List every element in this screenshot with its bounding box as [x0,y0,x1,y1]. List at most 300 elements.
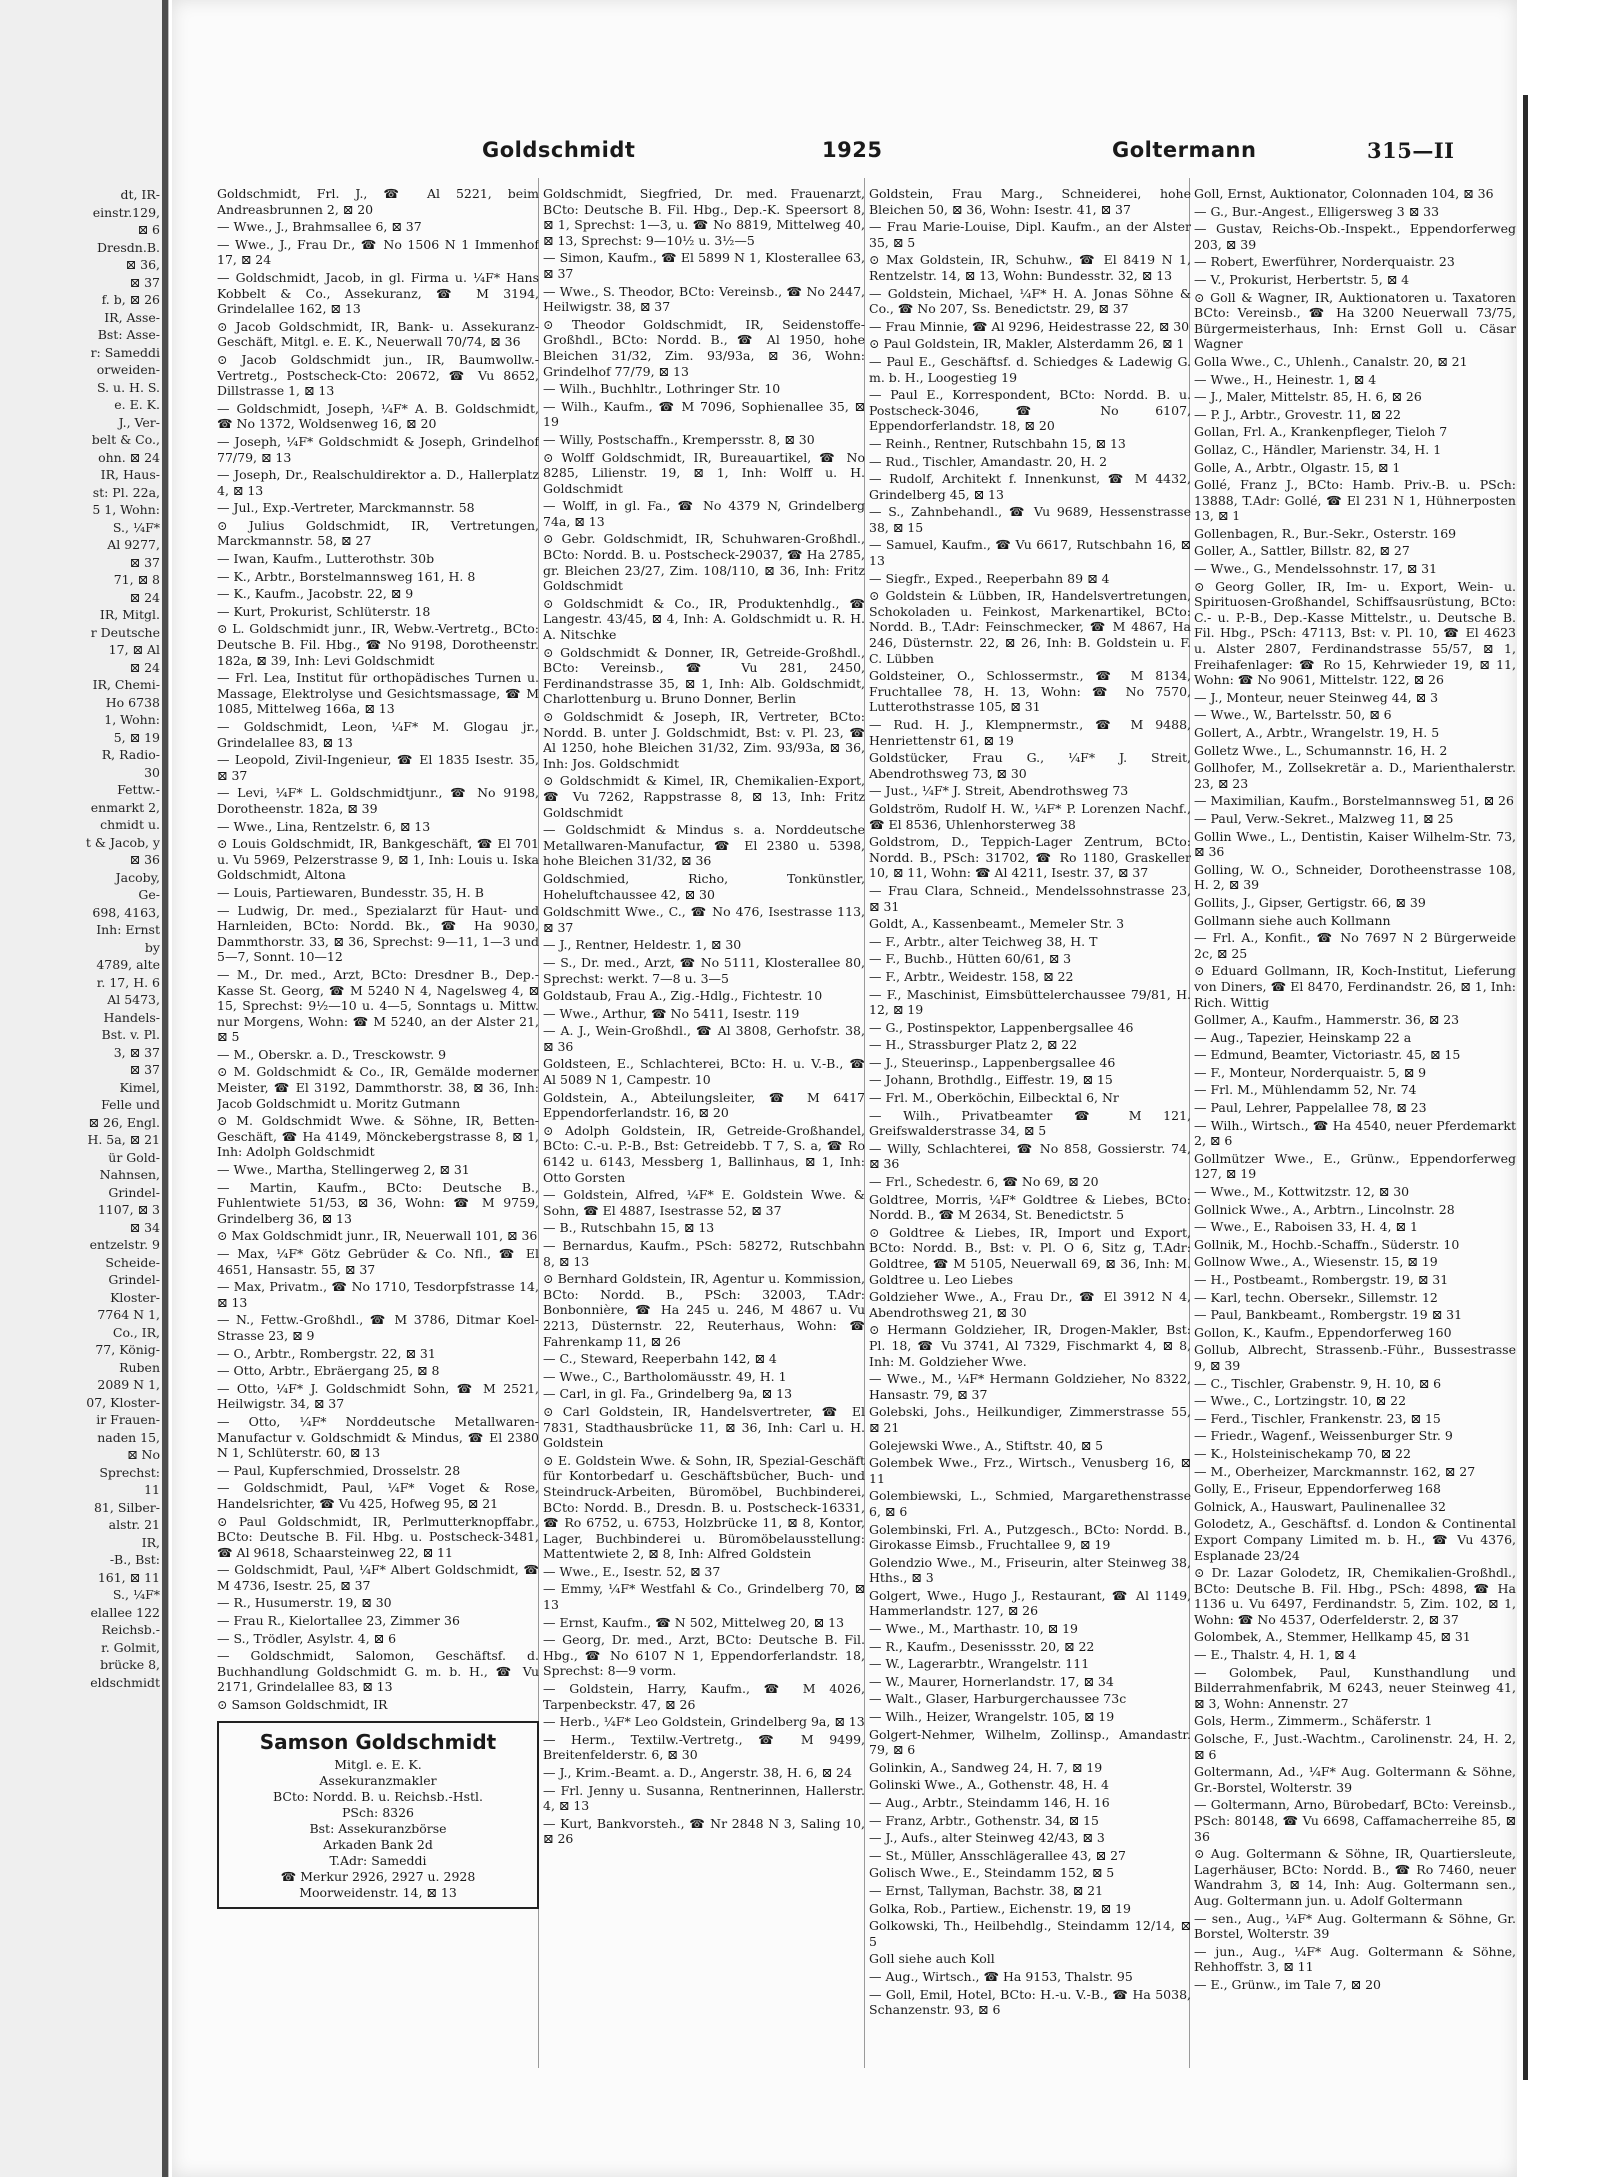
directory-entry: Golebski, Johs., Heilkundiger, Zimmerstrasse 55, ⊠ 21 [869,1404,1191,1435]
directory-entry: — Wwe., G., Mendelssohnstr. 17, ⊠ 31 [1194,561,1438,577]
previous-page-fragment-line: ohn. ⊠ 24 [98,449,160,465]
previous-page-fragment-line: Ho 6738 [105,694,160,710]
directory-entry: ⊙ Julius Goldschmidt, IR, Vertretungen, Marckmannstr. 58, ⊠ 27 [217,517,539,549]
directory-entry: — Paul, Kupferschmied, Drosselstr. 28 [217,1462,461,1478]
directory-entry: — J., Monteur, neuer Steinweg 44, ⊠ 3 [1194,689,1439,705]
directory-entry: — C., Steward, Reeperbahn 142, ⊠ 4 [543,1351,777,1367]
previous-page-fragment-line: ⊠ 36, [125,257,160,272]
directory-entry: ⊙ Jacob Goldschmidt jun., IR, Baumwollw.-Vertretg., Postscheck-Cto: 20672, ☎ Vu 8652, Dillstrasse 1, ⊠ 13 [217,351,539,399]
previous-page-fragment-line: r. Golmit, [101,1639,160,1655]
previous-page-fragment-line: Bst: Asse- [97,327,160,342]
directory-entry: ⊙ M. Goldschmidt & Co., IR, Gemälde moderner Meister, ☎ El 3192, Dammthorstr. 38, ⊠ 36, Inh: Jacob Goldschmidt u. Moritz Gutmann [217,1064,539,1111]
directory-entry: — Wwe., Martha, Stellingerweg 2, ⊠ 31 [217,1162,470,1178]
directory-entry: Goldstaub, Frau A., Zig.-Hdlg., Fichtestr. 10 [543,988,823,1004]
previous-page-fragment-line: 2089 N 1, [97,1377,160,1392]
directory-entry: — Ernst, Kaufm., ☎ N 502, Mittelweg 20, ⊠ 13 [543,1614,845,1630]
advertisement-line: Arkaden Bank 2d [323,1836,433,1852]
previous-page-fragment-line: t & Jacob, y [85,834,160,850]
directory-entry: Gollnik, M., Hochb.-Schaffn., Süderstr. 10 [1194,1236,1460,1252]
directory-entry: Golembiewski, L., Schmied, Margarethenstrasse 6, ⊠ 6 [869,1488,1191,1519]
directory-entry: — Carl, in gl. Fa., Grindelberg 9a, ⊠ 13 [543,1386,793,1402]
directory-entry: Golinski Wwe., A., Gothenstr. 48, H. 4 [869,1777,1110,1793]
directory-entry: — Golombek, Paul, Kunsthandlung und Bilderrahmenfabrik, M 6243, neuer Steinweg 41, ⊠ 3, Wohn: Annenstr. 27 [1194,1664,1516,1711]
directory-entry: — M., Oberheizer, Marckmannstr. 162, ⊠ 27 [1194,1463,1476,1479]
directory-entry: ⊙ Max Goldstein, IR, Schuhw., ☎ El 8419 N 1, Rentzelstr. 14, ⊠ 13, Wohn: Bundesstr. 32, ⊠ 13 [869,252,1191,283]
directory-entry: — St., Müller, Ansschlägerallee 43, ⊠ 27 [869,1847,1126,1863]
directory-entry: Golodetz, A., Geschäftsf. d. London & Continental Export Company Limited m. b. H., ☎ Vu 4376, Esplanade 23/24 [1194,1516,1516,1563]
previous-page-fragment-line: IR, Mitgl. [99,607,160,622]
previous-page-fragment-line: Sprechst: [99,1464,160,1480]
directory-entry: ⊙ M. Goldschmidt Wwe. & Söhne, IR, Betten-Geschäft, ☎ Ha 4149, Mönckebergstrasse 8, ⊠ 1, Inh: Adolph Goldschmidt [217,1113,539,1160]
directory-entry: Golinkin, A., Sandweg 24, H. 7, ⊠ 19 [869,1759,1103,1775]
directory-entry: — G., Bur.-Angest., Elligersweg 3 ⊠ 33 [1194,203,1440,219]
directory-entry: — Frl. Jenny u. Susanna, Rentnerinnen, Hallerstr. 4, ⊠ 13 [543,1782,865,1814]
previous-page-fragment-line: IR, Chemi- [92,677,160,692]
directory-entry: — Goldschmidt, Leon, ¼F* M. Glogau jr., Grindelallee 83, ⊠ 13 [217,719,539,750]
directory-entry: Goldsteiner, O., Schlossermstr., ☎ M 8134, Fruchtallee 78, H. 13, Wohn: ☎ No 7570, Lutterothstrasse 105, ⊠ 31 [869,668,1191,715]
previous-page-fragment-line: 1107, ⊠ 3 [97,1202,160,1217]
directory-entry: Golendzio Wwe., M., Friseurin, alter Steinweg 38, Hths., ⊠ 3 [869,1554,1191,1586]
previous-page-fragment-line: 698, 4163, [92,904,160,920]
directory-entry: — Just., ¼F* J. Streit, Abendrothsweg 73 [869,783,1129,799]
directory-entry: Golletz Wwe., L., Schumannstr. 16, H. 2 [1194,742,1448,758]
directory-entry: — Otto, ¼F* Norddeutsche Metallwaren-Manufactur v. Goldschmidt & Mindus, ☎ El 2380 N 1, Schlüterstr. 60, ⊠ 13 [217,1413,539,1461]
directory-entry: — Robert, Ewerführer, Norderquaistr. 23 [1194,254,1455,270]
directory-entry: — Aug., Arbtr., Steindamm 146, H. 16 [869,1795,1110,1810]
directory-entry: — K., Kaufm., Jacobstr. 22, ⊠ 9 [217,586,414,602]
previous-page-fragment-line: 5, ⊠ 19 [113,729,160,745]
directory-entry: Golnick, A., Hauswart, Paulinenallee 32 [1194,1498,1446,1514]
page-number: 315—II [1367,138,1455,163]
previous-page-fragment-line: ⊠ No [127,1447,160,1462]
previous-page-fragment-line: Ruben [119,1359,160,1375]
directory-entry: — Wwe., Lina, Rentzelstr. 6, ⊠ 13 [217,818,431,834]
directory-entry: — Siegfr., Exped., Reeperbahn 89 ⊠ 4 [869,570,1110,586]
directory-entry: — Goldschmidt & Mindus s. a. Norddeutsche Metallwaren-Manufactur, ☎ El 2380 u. 5398, hohe Bleichen 31/32, ⊠ 36 [543,822,865,869]
advertisement-line: ☎ Merkur 2926, 2927 u. 2928 [280,1868,476,1884]
directory-entry: — Simon, Kaufm., ☎ El 5899 N 1, Klosterallee 63, ⊠ 37 [543,250,865,281]
directory-entry: Goller, A., Sattler, Billstr. 82, ⊠ 27 [1194,543,1410,559]
directory-entry: — jun., Aug., ¼F* Aug. Goltermann & Söhne, Rehhoffstr. 3, ⊠ 11 [1194,1943,1516,1975]
previous-page-fragment-line: alstr. 21 [108,1517,160,1532]
directory-entry: Goldschmied, Richo, Tonkünstler, Hoheluftchaussee 42, ⊠ 30 [543,870,865,902]
directory-entry: — G., Postinspektor, Lappenbergsallee 46 [869,1019,1134,1035]
previous-page-fragment-line: 71, ⊠ 8 [113,572,160,587]
directory-entry: — Frl., Schedestr. 6, ☎ No 69, ⊠ 20 [869,1174,1099,1190]
previous-page-fragment-line: orweiden- [96,362,160,377]
previous-page-fragment-line: 161, ⊠ 11 [97,1569,160,1585]
previous-page-fragment-line: Grindel- [108,1184,160,1200]
directory-entry: Goldström, Rudolf H. W., ¼F* P. Lorenzen Nachf., ☎ El 8536, Uhlenhorsterweg 38 [869,800,1191,832]
previous-page-fragment-line: Bst. v. Pl. [101,1027,160,1042]
directory-entry: Golembek Wwe., Frz., Wirtsch., Venusberg 16, ⊠ 11 [869,1455,1191,1486]
previous-page-fragment-line: IR, Haus- [100,467,160,482]
directory-entry: Gollin Wwe., L., Dentistin, Kaiser Wilhelm-Str. 73, ⊠ 36 [1194,828,1516,860]
directory-entry: — Frau R., Kielortallee 23, Zimmer 36 [217,1613,460,1629]
directory-entry: Gollmützer Wwe., E., Grünw., Eppendorferweg 127, ⊠ 19 [1194,1150,1516,1182]
directory-entry: ⊙ L. Goldschmidt junr., IR, Webw.-Vertretg., BCto: Deutsche B. Fil. Hbg., ☎ No 9198, Dorotheenstr. 182a, ⊠ 39, Inh: Levi Goldschmidt [217,621,539,668]
directory-entry: ⊙ Adolph Goldstein, IR, Getreide-Großhandel, BCto: C.-u. P.-B., Bst: Getreidebb. T 7, S. a, ☎ Ro 6142 u. 6143, Messberg 1, Ballinhaus, ⊠ 1, Inh: Otto Gorsten [543,1122,865,1185]
directory-entry: — Goltermann, Arno, Bürobedarf, BCto: Vereinsb., PSch: 80148, ☎ Vu 6698, Caffamacherreihe 85, ⊠ 36 [1194,1797,1516,1844]
directory-entry: — Wwe., C., Bartholomäusstr. 49, H. 1 [543,1368,787,1384]
directory-entry: — F., Buchb., Hütten 60/61, ⊠ 3 [869,951,1072,967]
previous-page-fragment-line: 07, Kloster- [86,1394,160,1410]
previous-page-fragment-line: 7764 N 1, [97,1307,160,1322]
directory-entry: — Joseph, ¼F* Goldschmidt & Joseph, Grindelhof 77/79, ⊠ 13 [217,433,539,465]
previous-page-fragment-line: st: Pl. 22a, [92,484,160,500]
directory-entry: — Walt., Glaser, Harburgerchaussee 73c [869,1691,1127,1707]
directory-entry: ⊙ Goldtree & Liebes, IR, Import und Export, BCto: Nordd. B., Bst: v. Pl. O 6, Sitz g, T.Adr: Goldtree, ☎ M 5105, Neuerwall 69, ⊠ 36, Inh: M. Goldtree u. Leo Liebes [869,1224,1191,1287]
previous-page-fragment-line: 4789, alte [96,957,160,972]
directory-entry: — Samuel, Kaufm., ☎ Vu 6617, Rutschbahn 16, ⊠ 13 [869,537,1191,569]
samson-goldschmidt-advertisement [217,1721,539,1909]
scan-edge-bar [1523,95,1528,2080]
directory-entry: — N., Fettw.-Großhdl., ☎ M 3786, Ditmar Koel-Strasse 23, ⊠ 9 [217,1312,539,1343]
directory-entry: ⊙ Goldschmidt & Co., IR, Produktenhdlg., ☎ Langestr. 43/45, ⊠ 4, Inh: A. Goldschmidt u. R. H. A. Nitschke [543,595,865,643]
previous-page-fragment-line: brücke 8, [100,1657,160,1672]
directory-entry: — M., Oberskr. a. D., Tresckowstr. 9 [217,1046,447,1062]
previous-page-fragment-line: S., ¼F* [112,1587,160,1602]
directory-entry: — Wwe., S. Theodor, BCto: Vereinsb., ☎ No 2447, Heilwigstr. 38, ⊠ 37 [543,283,865,315]
header-first-name: Goldschmidt [482,138,636,162]
previous-page-fragment-line: ⊠ 26, Engl. [88,1114,160,1130]
previous-page-fragment-line: Dresdn.B. [97,239,160,255]
previous-page-fragment-line: belt & Co., [91,432,160,447]
directory-entry: Gollé, Franz J., BCto: Hamb. Priv.-B. u. PSch: 13888, T.Adr: Gollé, ☎ El 231 N 1, Hühnerposten 13, ⊠ 1 [1194,477,1516,524]
directory-entry: Golombek, A., Stemmer, Hellkamp 45, ⊠ 31 [1194,1629,1471,1645]
directory-entry: — W., Lagerarbtr., Wrangelstr. 111 [869,1656,1090,1672]
directory-entry: — Goldschmidt, Paul, ¼F* Albert Goldschmidt, ☎ M 4736, Isestr. 25, ⊠ 37 [217,1562,539,1593]
previous-page-fragment-line: entzelstr. 9 [89,1237,160,1252]
directory-entry: Gollmer, A., Kaufm., Hammerstr. 36, ⊠ 23 [1194,1012,1460,1028]
previous-page-fragment-line: Co., IR, [112,1324,160,1340]
previous-page-fragment-line: ⊠ 37 [129,554,160,570]
directory-entry: Goll siehe auch Koll [869,1951,995,1967]
previous-page-fragment-line: ⊠ 24 [129,589,160,605]
previous-page-fragment-line: S. u. H. S. [96,379,160,395]
directory-entry: — R., Husumerstr. 19, ⊠ 30 [217,1595,392,1611]
previous-page-fragment-line: chmidt u. [100,817,160,832]
directory-entry: — J., Steuerinsp., Lappenbergsallee 46 [869,1054,1116,1070]
directory-entry: Goldstein, Frau Marg., Schneiderei, hohe Bleichen 50, ⊠ 36, Wohn: Isestr. 41, ⊠ 37 [869,186,1191,217]
directory-entry: — Goll, Emil, Hotel, BCto: H.-u. V.-B., ☎ Ha 5038, Schanzenstr. 93, ⊠ 6 [869,1986,1191,2018]
directory-entry: Goldzieher Wwe., A., Frau Dr., ☎ El 3912 N 4, Abendrothsweg 21, ⊠ 30 [869,1289,1191,1320]
directory-entry: — Joseph, Dr., Realschuldirektor a. D., Hallerplatz 4, ⊠ 13 [217,467,539,498]
directory-entry: Goldtree, Morris, ¼F* Goldtree & Liebes, BCto: Nordd. B., ☎ M 2634, St. Benedictstr. 5 [869,1191,1191,1223]
directory-entry: — Ernst, Tallyman, Bachstr. 38, ⊠ 21 [869,1882,1104,1898]
directory-entry: — Frau Minnie, ☎ Al 9296, Heidestrasse 22, ⊠ 30 [869,318,1190,334]
directory-entry: Golsche, F., Just.-Wachtm., Carolinenstr. 24, H. 2, ⊠ 6 [1194,1731,1516,1762]
previous-page-fragment-line: Jacoby, [115,869,160,885]
previous-page-fragment-line: elallee 122 [90,1604,160,1620]
previous-page-fragment-line: 3, ⊠ 37 [113,1044,160,1060]
directory-entry: — J., Aufs., alter Steinweg 42/43, ⊠ 3 [869,1830,1105,1846]
directory-entry: — E., Thalstr. 4, H. 1, ⊠ 4 [1194,1647,1357,1663]
directory-entry: — Reinh., Rentner, Rutschbahn 15, ⊠ 13 [869,435,1126,451]
directory-entry: — Wwe., Arthur, ☎ No 5411, Isestr. 119 [543,1005,800,1021]
directory-entry: — C., Tischler, Grabenstr. 9, H. 10, ⊠ 6 [1194,1375,1442,1391]
previous-page-fragment-line: ⊠ 6 [137,222,160,237]
directory-entry: — Rudolf, Architekt f. Innenkunst, ☎ M 4432, Grindelberg 45, ⊠ 13 [869,471,1191,502]
directory-entry: — Otto, ¼F* J. Goldschmidt Sohn, ☎ M 2521, Heilwigstr. 34, ⊠ 37 [217,1380,539,1412]
directory-entry: Goldt, A., Kassenbeamt., Memeler Str. 3 [869,916,1125,932]
directory-entry: — Wolff, in gl. Fa., ☎ No 4379 N, Grindelberg 74a, ⊠ 13 [543,498,865,529]
directory-entry: — Kurt, Prokurist, Schlüterstr. 18 [217,603,431,619]
previous-page-fragment-line: einstr.129, [92,204,160,220]
directory-column-3 [869,186,1191,2076]
previous-page-fragment-line: 11 [144,1482,160,1497]
directory-entry: — Paul E., Korrespondent, BCto: Nordd. B. u. Postscheck-3046, ☎ No 6107, Eppendorferlandstr. 18, ⊠ 20 [869,387,1191,434]
directory-entry: Golly, E., Friseur, Eppendorferweg 168 [1194,1481,1441,1497]
directory-entry: — Goldschmidt, Jacob, in gl. Firma u. ¼F* Hans Kobbelt & Co., Assekuranz, ☎ M 3194, Grindelallee 162, ⊠ 13 [217,269,539,317]
previous-page-fragment-line: Nahnsen, [99,1167,160,1182]
directory-entry: — H., Strassburger Platz 2, ⊠ 22 [869,1037,1078,1053]
directory-entry: — Wwe., E., Isestr. 52, ⊠ 37 [543,1563,721,1579]
directory-entry: — Frau Marie-Louise, Dipl. Kaufm., an der Alster 35, ⊠ 5 [869,219,1191,250]
previous-page-fragment-line: ⊠ 36 [129,852,160,867]
directory-entry: ⊙ Bernhard Goldstein, IR, Agentur u. Kommission, BCto: Nordd. B., PSch: 32003, T.Adr: Bonbonnière, ☎ Ha 245 u. 246, M 4867 u. Vu 2213, Düsternstr. 22, Reuterhaus, Wohn: ☎ Fahrenkamp 11, ⊠ 26 [543,1271,865,1349]
previous-page-fragment-line: 1, Wohn: [104,712,160,727]
previous-page-fragment-line: Grindel- [108,1272,160,1287]
directory-entry: — K., Arbtr., Borstelmannsweg 161, H. 8 [217,568,476,584]
previous-page-fragment-line: 17, ⊠ Al [108,642,160,657]
directory-entry: Golka, Rob., Partiew., Eichenstr. 19, ⊠ 19 [869,1900,1131,1916]
page-header [172,138,1517,172]
directory-entry: — Willy, Postschaffn., Krempersstr. 8, ⊠ 30 [543,431,815,447]
directory-entry: — Jul., Exp.-Vertreter, Marckmannstr. 58 [217,500,475,516]
directory-entry: — H., Postbeamt., Rombergstr. 19, ⊠ 31 [1194,1272,1449,1287]
directory-entry: — V., Prokurist, Herbertstr. 5, ⊠ 4 [1194,271,1410,287]
directory-entry: — W., Maurer, Hornerlandstr. 17, ⊠ 34 [869,1673,1114,1689]
previous-page-fragment-line: r: Sameddi [90,344,160,360]
previous-page-fragment-line: IR, [141,1534,160,1550]
directory-entry: Goldstrom, D., Teppich-Lager Zentrum, BCto: Nordd. B., PSch: 31702, ☎ Ro 1180, Graskeller 10, ⊠ 11, Wohn: ☎ Al 4211, Isestr. 37, ⊠ 37 [869,834,1191,881]
directory-entry: — S., Trödler, Asylstr. 4, ⊠ 6 [217,1630,397,1646]
directory-entry: Goldschmidt, Siegfried, Dr. med. Frauenarzt, BCto: Deutsche B. Fil. Hbg., Dep.-K. Speersort 8, ⊠ 1, Sprechst: 1—3, u. ☎ No 8819, Mittelweg 40, ⊠ 13, Sprechst: 9—10½ u. 3½—5 [543,186,865,248]
directory-entry: — Franz, Arbtr., Gothenstr. 34, ⊠ 15 [869,1812,1099,1828]
directory-entry: — R., Kaufm., Desenissstr. 20, ⊠ 22 [869,1638,1095,1654]
directory-entry: — Iwan, Kaufm., Lutterothstr. 30b [217,551,435,567]
previous-page-fragment-line: -B., Bst: [109,1552,160,1567]
directory-entry: Gollmann siehe auch Kollmann [1194,912,1391,928]
directory-entry: — P. J., Arbtr., Grovestr. 11, ⊠ 22 [1194,406,1401,422]
directory-entry: — Paul E., Geschäftsf. d. Schiedges & Ladewig G. m. b. H., Loogestieg 19 [869,353,1191,385]
directory-entry: ⊙ Goldstein & Lübben, IR, Handelsvertretungen, Schokoladen u. Feinkost, Markenartikel, BCto: Nordd. B., T.Adr: Feinschmecker, ☎ M 4867, Ha 246, Düsternstr. 22, ⊠ 26, Inh: B. Goldstein u. F. C. Lübben [869,588,1191,666]
previous-page-fragment-line: dt, IR- [120,187,160,202]
advertisement-line: T.Adr: Sameddi [329,1852,427,1868]
directory-entry: ⊙ Theodor Goldschmidt, IR, Seidenstoffe-Großhdl., BCto: Nordd. B., ☎ Al 1950, hohe Bleichen 31/32, Zim. 93/93a, ⊠ 36, Wohn: Grindelhof 77/79, ⊠ 13 [543,316,865,379]
directory-page [172,0,1517,2177]
directory-entry: Goldstein, A., Abteilungsleiter, ☎ M 6417 Eppendorferlandstr. 16, ⊠ 20 [543,1089,865,1121]
directory-entry: — Herm., Textilw.-Vertretg., ☎ M 9499, Breitenfelderstr. 6, ⊠ 30 [543,1731,865,1763]
directory-entry: Gols, Herm., Zimmerm., Schäferstr. 1 [1194,1713,1433,1729]
previous-page-fragment-line: ⊠ 37 [129,1062,160,1077]
directory-entry: — S., Zahnbehandl., ☎ Vu 9689, Hessenstrasse 38, ⊠ 15 [869,504,1191,535]
directory-entry: — Frl. A., Konfit., ☎ No 7697 N 2 Bürgerweide 2c, ⊠ 25 [1194,930,1516,961]
directory-entry: — Georg, Dr. med., Arzt, BCto: Deutsche B. Fil. Hbg., ☎ No 6107 N 1, Eppendorferlandstr. 18, Sprechst: 8—9 vorm. [543,1632,865,1679]
directory-entry: — Levi, ¼F* L. Goldschmidtjunr., ☎ No 9198, Dorotheenstr. 182a, ⊠ 39 [217,785,539,816]
directory-entry: Golkowski, Th., Heilbehdlg., Steindamm 12/14, ⊠ 5 [869,1918,1191,1949]
advertisement-line: Bst: Assekuranzbörse [309,1820,447,1836]
header-year: 1925 [822,138,883,162]
directory-entry: ⊙ Louis Goldschmidt, IR, Bankgeschäft, ☎ El 701 u. Vu 5969, Pelzerstrasse 9, ⊠ 1, Inh: Louis u. Iska Goldschmidt, Altona [217,836,539,883]
directory-entry: — Goldschmidt, Salomon, Geschäftsf. d. Buchhandlung Goldschmidt G. m. b. H., ☎ Vu 2171, Grindelallee 83, ⊠ 13 [217,1648,539,1695]
directory-entry: Gollon, K., Kaufm., Eppendorferweg 160 [1194,1324,1452,1340]
directory-entry: — Kurt, Bankvorsteh., ☎ Nr 2848 N 3, Saling 10, ⊠ 26 [543,1815,865,1847]
directory-entry: ⊙ Max Goldschmidt junr., IR, Neuerwall 101, ⊠ 36 [217,1228,538,1244]
directory-entry: — Goldschmidt, Joseph, ¼F* A. B. Goldschmidt, ☎ No 1372, Woldsenweg 16, ⊠ 20 [217,400,539,432]
directory-entry: — Maximilian, Kaufm., Borstelmannsweg 51, ⊠ 26 [1194,793,1514,809]
directory-entry: Golgert-Nehmer, Wilhelm, Zollinsp., Amandastr. 79, ⊠ 6 [869,1726,1191,1758]
directory-entry: Goldschmidt, Frl. J., ☎ Al 5221, beim Andreasbrunnen 2, ⊠ 20 [217,186,539,217]
directory-entry: ⊙ Dr. Lazar Golodetz, IR, Chemikalien-Großhdl., BCto: Deutsche B. Fil. Hbg., PSch: 4898, ☎ Ha 1136 u. Vu 6497, Ferdinandstr. 5, Zim. 102, ⊠ 1, Wohn: ☎ No 4537, Oderfelderstr. 2, ⊠ 37 [1194,1565,1516,1627]
directory-entry: — Wwe., W., Bartelsstr. 50, ⊠ 6 [1194,707,1392,723]
directory-entry: ⊙ Eduard Gollmann, IR, Koch-Institut, Lieferung von Diners, ☎ El 8470, Ferdinandstr. 26, ⊠ 1, Inh: Rich. Wittig [1194,963,1516,1010]
directory-entry: — Frl. M., Oberköchin, Eilbecktal 6, Nr [869,1090,1119,1106]
directory-entry: — Wwe., H., Heinestr. 1, ⊠ 4 [1194,371,1377,387]
directory-entry: — F., Monteur, Norderquaistr. 5, ⊠ 9 [1194,1064,1427,1080]
previous-page-fragment-line: Handels- [103,1009,160,1025]
previous-page-fragment-line: ir Frauen- [96,1412,160,1427]
previous-page-fragment-line: ⊠ 34 [129,1219,160,1235]
directory-entry: — A. J., Wein-Großhdl., ☎ Al 3808, Gerhofstr. 38, ⊠ 36 [543,1023,865,1054]
directory-entry: Goldstücker, Frau G., ¼F* J. Streit, Abendrothsweg 73, ⊠ 30 [869,750,1191,781]
directory-entry: — Gustav, Reichs-Ob.-Inspekt., Eppendorferweg 203, ⊠ 39 [1194,221,1516,252]
directory-entry: — Goldstein, Alfred, ¼F* E. Goldstein Wwe. & Sohn, ☎ El 4887, Isestrasse 52, ⊠ 37 [543,1187,865,1218]
directory-entry: Golgert, Wwe., Hugo J., Restaurant, ☎ Al 1149, Hammerlandstr. 127, ⊠ 26 [869,1587,1191,1619]
directory-entry: ⊙ Goll & Wagner, IR, Auktionatoren u. Taxatoren BCto: Vereinsb., ☎ Ha 3200 Neuerwall 73/75, Bürgermeisterhaus, Inh: Ernst Goll u. Cäsar Wagner [1194,289,1516,352]
previous-page-fragment-line: f. b, ⊠ 26 [101,292,160,307]
directory-entry: — Herb., ¼F* Leo Goldstein, Grindelberg 9a, ⊠ 13 [543,1714,865,1730]
directory-entry: — Paul, Lehrer, Pappelallee 78, ⊠ 23 [1194,1100,1427,1116]
previous-page-fragment-line: R, Radio- [101,747,160,762]
advertisement-line: BCto: Nordd. B. u. Reichsb.-Hstl. [272,1788,484,1804]
directory-entry: — Frl. Lea, Institut für orthopädisches Turnen u. Massage, Elektrolyse und Gesichtsmassage, ☎ M 1085, Mittelweg 166a, ⊠ 13 [217,670,539,717]
directory-entry: — Emmy, ¼F* Westfahl & Co., Grindelberg 70, ⊠ 13 [543,1581,865,1613]
directory-entry: — Paul, Verw.-Sekret., Malzweg 11, ⊠ 25 [1194,810,1454,826]
directory-entry: Gollenbagen, R., Bur.-Sekr., Osterstr. 169 [1194,525,1457,541]
directory-entry: — Ludwig, Dr. med., Spezialarzt für Haut- und Harnleiden, BCto: Nordd. Bk., ☎ Ha 9030, Dammthorstr. 33, ⊠ 36, Sprechst: 9—11, 1—3 und 5—7, Sonnt. 10—12 [217,902,539,965]
directory-entry: — Frau Clara, Schneid., Mendelssohnstrasse 23, ⊠ 31 [869,882,1191,914]
previous-page-fragment-line: Felle und [101,1097,160,1112]
scan-margin [1517,0,1600,2177]
directory-entry: — Wilh., Privatbeamter ☎ M 121, Greifswalderstrasse 34, ⊠ 5 [869,1107,1191,1139]
directory-entry: Gollnick Wwe., A., Arbtrn., Lincolnstr. 28 [1194,1201,1455,1217]
directory-entry: — M., Dr. med., Arzt, BCto: Dresdner B., Dep.-Kasse St. Georg, ☎ M 5240 N 4, Nagelsweg 4, ⊠ 15, Sprechst: 9½—10 u. 4—5, Sonntags u. Mittw. nur Morgens, Wohn: ☎ M 5240, an der Alster 21, ⊠ 5 [217,966,539,1045]
directory-entry: Gollaz, C., Händler, Marienstr. 34, H. 1 [1194,441,1442,457]
directory-entry: — Paul, Bankbeamt., Rombergstr. 19 ⊠ 31 [1194,1307,1463,1323]
directory-entry: Goldsteen, E., Schlachterei, BCto: H. u. V.-B., ☎ Al 5089 N 1, Campestr. 10 [543,1056,865,1088]
previous-page-fragment-line: ür Gold- [108,1149,160,1165]
directory-entry: Gollnow Wwe., A., Wiesenstr. 15, ⊠ 19 [1194,1254,1438,1270]
previous-page-fragment-line: IR, Asse- [104,309,160,325]
header-last-name: Goltermann [1112,138,1257,162]
directory-entry: — Leopold, Zivil-Ingenieur, ☎ El 1835 Isestr. 35, ⊠ 37 [217,752,539,783]
directory-entry: — Max, Privatm., ☎ No 1710, Tesdorpfstrasse 14, ⊠ 13 [217,1279,539,1310]
previous-page-fragment-line: Kloster- [110,1289,160,1305]
directory-entry: Golejewski Wwe., A., Stiftstr. 40, ⊠ 5 [869,1437,1104,1453]
directory-entry: ⊙ Paul Goldstein, IR, Makler, Alsterdamm 26, ⊠ 1 [869,336,1185,352]
directory-entry: Golla Wwe., C., Uhlenh., Canalstr. 20, ⊠ 21 [1194,353,1468,369]
directory-entry: — O., Arbtr., Rombergstr. 22, ⊠ 31 [217,1345,436,1361]
directory-entry: — J., Maler, Mittelstr. 85, H. 6, ⊠ 26 [1194,389,1422,405]
directory-entry: ⊙ Goldschmidt & Kimel, IR, Chemikalien-Export, ☎ Vu 7262, Rappstrasse 8, ⊠ 13, Inh: Fritz Goldschmidt [543,773,865,820]
directory-entry: — Wwe., E., Raboisen 33, H. 4, ⊠ 1 [1194,1219,1418,1235]
previous-page-fragment-line: ⊠ 37 [129,274,160,290]
directory-entry: — F., Maschinist, Eimsbüttelerchaussee 79/81, H. 12, ⊠ 19 [869,986,1191,1018]
directory-entry: ⊙ Aug. Goltermann & Söhne, IR, Quartiersleute, Lagerhäuser, BCto: Nordd. B., ☎ Ro 7460, neuer Wandrahm 3, ⊠ 14, Inh: Aug. Goltermann sen., Aug. Goltermann jun. u. Adolf Goltermann [1194,1846,1516,1908]
directory-entry: — B., Rutschbahn 15, ⊠ 13 [543,1220,715,1236]
directory-entry: Goltermann, Ad., ¼F* Aug. Goltermann & Söhne, Gr.-Borstel, Wolterstr. 39 [1194,1764,1516,1795]
directory-entry: — S., Dr. med., Arzt, ☎ No 5111, Klosterallee 80, Sprechst: werkt. 7—8 u. 3—5 [543,954,865,986]
previous-page-fragment-line: 5 1, Wohn: [92,502,160,517]
previous-page-fragment-line: eldschmidt [90,1674,160,1690]
previous-page-fragment-line: ⊠ 24 [129,659,160,675]
directory-entry: — Bernardus, Kaufm., PSch: 58272, Rutschbahn 8, ⊠ 13 [543,1238,865,1269]
directory-entry: Goldschmitt Wwe., C., ☎ No 476, Isestrasse 113, ⊠ 37 [543,904,865,935]
directory-entry: — K., Holsteinischekamp 70, ⊠ 22 [1194,1445,1411,1461]
directory-entry: — Wilh., Wirtsch., ☎ Ha 4540, neuer Pferdemarkt 2, ⊠ 6 [1194,1117,1516,1149]
directory-entry: — Goldschmidt, Paul, ¼F* Voget & Rose, Handelsrichter, ☎ Vu 425, Hofweg 95, ⊠ 21 [217,1480,539,1511]
directory-entry: — Johann, Brothdlg., Eiffestr. 19, ⊠ 15 [869,1072,1113,1088]
directory-column-1 [217,186,539,2076]
directory-entry: — Wwe., J., Frau Dr., ☎ No 1506 N 1 Immenhof 17, ⊠ 24 [217,236,539,268]
advertisement-line: Moorweidenstr. 14, ⊠ 13 [299,1884,457,1900]
directory-column-4 [1194,186,1516,2076]
directory-entry: — Frl. M., Mühlendamm 52, Nr. 74 [1194,1082,1417,1098]
directory-entry: ⊙ Wolff Goldschmidt, IR, Bureauartikel, ☎ No 8285, Lilienstr. 19, ⊠ 1, Inh: Wolff u. H. Goldschmidt [543,449,865,496]
previous-page-fragment-line: r. 17, H. 6 [96,974,160,990]
directory-entry: ⊙ Goldschmidt & Donner, IR, Getreide-Großhdl., BCto: Vereinsb., ☎ Vu 281, 2450, Ferdinandstrasse 35, ⊠ 1, Inh: Alb. Goldschmidt, Charlottenburg u. Bruno Donner, Berlin [543,644,865,707]
previous-page-fragment-line: r Deutsche [90,624,160,640]
directory-entry: — Rud., Tischler, Amandastr. 20, H. 2 [869,453,1108,469]
directory-entry: Golisch Wwe., E., Steindamm 152, ⊠ 5 [869,1865,1115,1881]
directory-entry: ⊙ Paul Goldschmidt, IR, Perlmutterknopffabr., BCto: Deutsche B. Fil. Hbg. u. Postscheck-3481, ☎ Al 9618, Schaarsteinweg 22, ⊠ 11 [217,1513,539,1560]
directory-entry: — Wilh., Buchhltr., Lothringer Str. 10 [543,381,781,397]
previous-page-fragment-line: S., ¼F* [112,519,160,535]
previous-page-fragment-line: Ge- [138,887,160,902]
directory-entry: — Goldstein, Michael, ¼F* H. A. Jonas Söhne & Co., ☎ No 207, Ss. Benedictstr. 29, ⊠ 37 [869,285,1191,317]
advertisement-title: Samson Goldschmidt [259,1729,497,1754]
previous-page-fragment-line: enmarkt 2, [90,799,160,815]
directory-entry: ⊙ Carl Goldstein, IR, Handelsvertreter, ☎ El 7831, Stadthausbrücke 11, ⊠ 36, Inh: Carl u. H. Goldstein [543,1403,865,1451]
directory-entry: Golembinski, Frl. A., Putzgesch., BCto: Nordd. B., Girokasse Eimsb., Fruchtallee 9, ⊠ 19 [869,1521,1191,1553]
previous-page-fragment-line: by [144,939,160,955]
directory-entry: — Otto, Arbtr., Ebräergang 25, ⊠ 8 [217,1363,440,1379]
directory-entry: — Goldstein, Harry, Kaufm., ☎ M 4026, Tarpenbeckstr. 47, ⊠ 26 [543,1681,865,1712]
directory-entry: ⊙ Hermann Goldzieher, IR, Drogen-Makler, Bst: Pl. 18, ☎ Vu 3741, Al 7329, Fischmarkt 4, ⊠ 8, Inh: M. Goldzieher Wwe. [869,1322,1191,1369]
directory-entry: Goll, Ernst, Auktionator, Colonnaden 104, ⊠ 36 [1194,186,1494,201]
directory-entry: Gollan, Frl. A., Krankenpfleger, Tieloh 7 [1194,424,1448,440]
directory-entry: — Aug., Tapezier, Heinskamp 22 a [1194,1029,1412,1045]
previous-page-fragment-line: e. E. K. [114,397,160,412]
directory-entry: — J., Rentner, Heldestr. 1, ⊠ 30 [543,937,742,953]
previous-page-fragment-line: J., Ver- [118,414,160,430]
directory-entry: Gollits, J., Gipser, Gertigstr. 66, ⊠ 39 [1194,894,1426,910]
directory-entry: — Wilh., Kaufm., ☎ M 7096, Sophienallee 35, ⊠ 19 [543,398,865,430]
directory-column-2 [543,186,865,2076]
directory-entry: Gollhofer, M., Zollsekretär a. D., Marienthalerstr. 23, ⊠ 23 [1194,760,1516,791]
directory-entry: ⊙ Goldschmidt & Joseph, IR, Vertreter, BCto: Nordd. B. unter J. Goldschmidt, Bst: v. Pl. 23, ☎ Al 1250, hohe Bleichen 31/32, Zim. 93/93a, ⊠ 36, Inh: Jos. Goldschmidt [543,709,865,771]
directory-entry: — Karl, techn. Obersekr., Sillemstr. 12 [1194,1289,1438,1305]
directory-entry: — Rud. H. J., Klempnermstr., ☎ M 9488, Henriettenstr 61, ⊠ 19 [869,717,1191,748]
directory-entry: — Louis, Partiewaren, Bundesstr. 35, H. B [217,884,484,900]
advertisement-line: PSch: 8326 [341,1804,415,1820]
directory-entry: — Willy, Schlachterei, ☎ No 858, Gossierstr. 74, ⊠ 36 [869,1140,1191,1172]
directory-entry: Gollub, Albrecht, Strassenb.-Führ., Bussestrasse 9, ⊠ 39 [1194,1342,1516,1373]
advertisement-line: Mitgl. e. E. K. [334,1756,422,1772]
previous-page-fragment-line: 30 [144,764,160,780]
